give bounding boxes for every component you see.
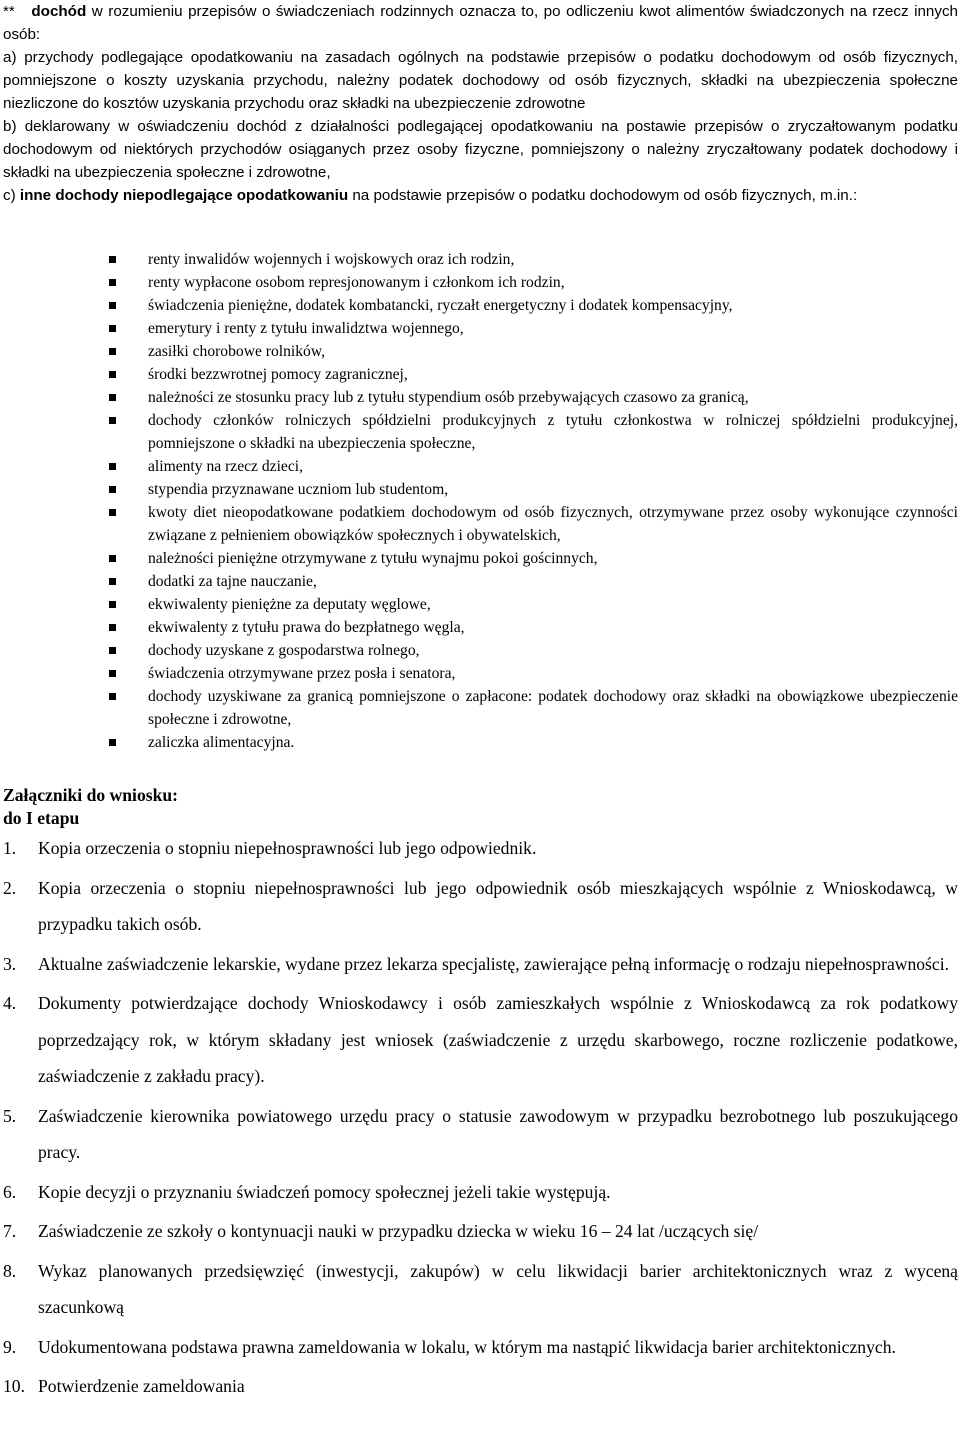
attachment-item (3, 946, 958, 983)
attachments-title: Załączniki do wniosku: (3, 785, 179, 805)
income-list-item: ekwiwalenty pieniężne za deputaty węglowe, (107, 593, 958, 616)
footnote-marker: ** (3, 3, 15, 20)
income-list-item: dochody uzyskiwane za granicą pomniejszone o zapłacone: podatek dochodowy oraz składki na obowiązkowe ubezpieczenie społeczne i zdrowotne, (107, 685, 958, 731)
attachment-text: Udokumentowana podstawa prawna zameldowania w lokalu, w którym ma nastąpić likwidacja barier architektonicznych. (38, 1336, 896, 1357)
attachment-text: Dokumenty potwierdzające dochody Wnioskodawcy i osób zamieszkałych wspólnie z Wnioskodawcą za rok podatkowy poprzedzający rok, w którym składany jest wniosek (zaświadczenie z urzędu skarbowego, roczne rozliczenie podatkowe, zaświadczenie z zakładu pracy). (38, 993, 958, 1086)
attachment-number: 8. (3, 1260, 17, 1281)
attachment-text: Aktualne zaświadczenie lekarskie, wydane przez lekarza specjalistę, zawierające pełną informację o rodzaju niepełnosprawności. (38, 953, 950, 974)
income-list-item: renty wypłacone osobom represjonowanym i członkom ich rodzin, (107, 271, 958, 294)
non-taxable-income-list (107, 248, 958, 754)
attachment-item (3, 1368, 958, 1405)
definition-text: w rozumieniu przepisów o świadczeniach rodzinnych oznacza to, po odliczeniu kwot alimentów świadczonych na rzecz innych osób: (3, 3, 958, 43)
income-list-item: kwoty diet nieopodatkowane podatkiem dochodowym od osób fizycznych, otrzymywane przez osoby wykonujące czynności związane z pełnieniem obowiązków społecznych i obywatelskich, (107, 501, 958, 547)
attachments-list (3, 830, 958, 1405)
attachment-item (3, 1253, 958, 1326)
attachment-number: 10. (3, 1376, 25, 1396)
income-list-item: renty inwalidów wojennych i wojskowych oraz ich rodzin, (107, 248, 958, 271)
attachment-item (3, 1174, 958, 1211)
income-list-item: należności pieniężne otrzymywane z tytułu wynajmu pokoi gościnnych, (107, 547, 958, 570)
income-list-item: należności ze stosunku pracy lub z tytułu stypendium osób przebywających czasowo za granicą, (107, 386, 958, 409)
income-list-item: dochody uzyskane z gospodarstwa rolnego, (107, 639, 958, 662)
attachment-number: 1. (3, 838, 17, 858)
income-list-item: zaliczka alimentacyjna. (107, 731, 958, 754)
attachment-number: 5. (3, 1105, 17, 1126)
attachment-text: Kopie decyzji o przyznaniu świadczeń pomocy społecznej jeżeli takie występują. (38, 1181, 611, 1202)
income-list-item: ekwiwalenty z tytułu prawa do bezpłatnego węgla, (107, 616, 958, 639)
income-list-item: środki bezzwrotnej pomocy zagranicznej, (107, 363, 958, 386)
income-definition (3, 0, 958, 207)
item-c-bold: inne dochody niepodlegające opodatkowaniu (19, 187, 349, 204)
attachment-number: 7. (3, 1221, 17, 1241)
income-list-item: dochody członków rolniczych spółdzielni produkcyjnych z tytułu członkostwa w rolniczej spółdzielni produkcyjnej, pomniejszone o składki na ubezpieczenia społeczne, (107, 409, 958, 455)
attachment-number: 9. (3, 1336, 17, 1357)
income-list-item: dodatki za tajne nauczanie, (107, 570, 958, 593)
attachment-text: Kopia orzeczenia o stopniu niepełnosprawności lub jego odpowiednik. (38, 838, 537, 858)
attachment-text: Zaświadczenie kierownika powiatowego urzędu pracy o statusie zawodowym w przypadku bezrobotnego lub poszukującego pracy. (38, 1105, 958, 1162)
attachment-number: 3. (3, 953, 17, 974)
income-list-item: zasiłki chorobowe rolników, (107, 340, 958, 363)
income-list-item: świadczenia otrzymywane przez posła i senatora, (107, 662, 958, 685)
attachment-text: Potwierdzenie zameldowania (38, 1376, 245, 1396)
item-c-prefix: c) (3, 187, 20, 204)
attachment-number: 2. (3, 877, 17, 898)
attachment-text: Zaświadczenie ze szkoły o kontynuacji nauki w przypadku dziecka w wieku 16 – 24 lat /uczących się/ (38, 1221, 759, 1241)
attachment-item (3, 870, 958, 943)
income-list-item: alimenty na rzecz dzieci, (107, 455, 958, 478)
item-c-rest: na podstawie przepisów o podatku dochodowym od osób fizycznych, m.in.: (348, 187, 858, 204)
attachment-text: Kopia orzeczenia o stopniu niepełnosprawności lub jego odpowiednik osób mieszkających wspólnie z Wnioskodawcą, w przypadku takich osób. (38, 877, 958, 934)
attachment-item (3, 830, 958, 867)
income-list-item: stypendia przyznawane uczniom lub studentom, (107, 478, 958, 501)
attachment-number: 4. (3, 993, 17, 1013)
definition-paragraph (3, 0, 958, 46)
attachment-item (3, 1098, 958, 1171)
defined-term: dochód (31, 3, 87, 20)
attachment-item (3, 1213, 958, 1250)
attachment-item (3, 985, 958, 1095)
attachment-text: Wykaz planowanych przedsięwzięć (inwestycji, zakupów) w celu likwidacji barier architektonicznych wraz z wyceną szacunkową (38, 1260, 958, 1317)
definition-item-a: a) przychody podlegające opodatkowaniu na zasadach ogólnych na podstawie przepisów o podatku dochodowym od osób fizycznych, pomniejszone o koszty uzyskania przychodu, należny podatek dochodowy od osób fizycznych, składki na ubezpieczenia społeczne niezliczone do kosztów uzyskania przychodu oraz składki na ubezpieczenie zdrowotne (3, 49, 958, 112)
attachment-item (3, 1329, 958, 1366)
definition-item-c (3, 184, 958, 207)
attachment-number: 6. (3, 1181, 17, 1202)
income-list-item: świadczenia pieniężne, dodatek kombatancki, ryczałt energetyczny i dodatek kompensacyjny, (107, 294, 958, 317)
stage-title: do I etapu (3, 808, 80, 828)
income-list-item: emerytury i renty z tytułu inwalidztwa wojennego, (107, 317, 958, 340)
definition-item-b: b) deklarowany w oświadczeniu dochód z działalności podlegającej opodatkowaniu na postawie przepisów o zryczałtowanym podatku dochodowym od niektórych przychodów osiąganych przez osoby fizyczne, pomniejszony o należny zryczałtowany podatek dochodowy i składki na ubezpieczenia społeczne i zdrowotne, (3, 118, 958, 181)
